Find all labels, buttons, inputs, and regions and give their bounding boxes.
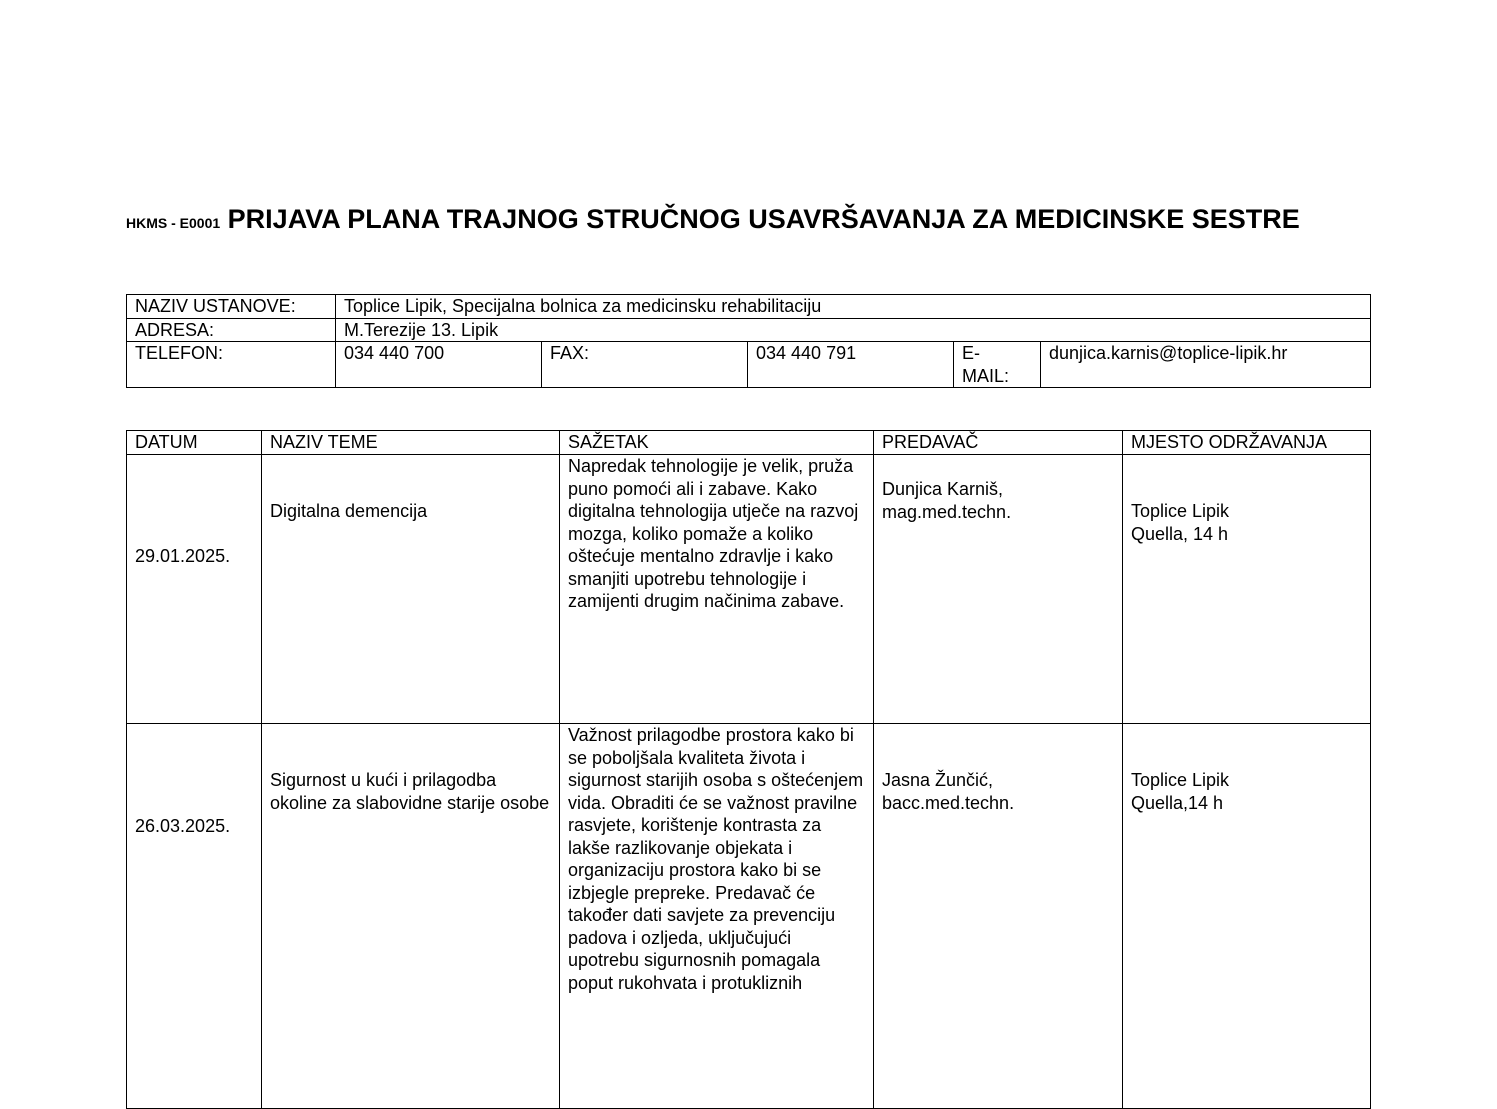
place-line1: Toplice Lipik bbox=[1131, 501, 1230, 521]
summary-text: Napredak tehnologije je velik, pruža puno pomoći ali i zabave. Kako digitalna tehnologija utječe na razvoj mozga, koliko pomaže a koliko oštećuje mentalno zdravlje i kako smanjiti upotrebu tehnologije i zamijenti drugim načinima zabave. bbox=[568, 456, 859, 611]
place-line2: Quella,14 h bbox=[1131, 792, 1224, 813]
topic-text: Sigurnost u kući i prilagodba okoline za slabovidne starije osobe bbox=[270, 770, 550, 813]
date-text: 29.01.2025. bbox=[135, 546, 231, 566]
phone-value: 034 440 700 bbox=[336, 342, 542, 388]
address-label: ADRESA: bbox=[127, 318, 336, 342]
email-label-line2: MAIL: bbox=[962, 365, 1010, 386]
row-topic bbox=[262, 724, 560, 1109]
row-date bbox=[127, 724, 262, 1109]
row-topic bbox=[262, 455, 560, 724]
email-value: dunjica.karnis@toplice-lipik.hr bbox=[1041, 342, 1371, 388]
lecturer-line1: Jasna Žunčić, bbox=[882, 770, 994, 790]
plan-table bbox=[126, 430, 1371, 1109]
table-row bbox=[127, 724, 1371, 1109]
fax-label: FAX: bbox=[542, 342, 748, 388]
header-topic: NAZIV TEME bbox=[262, 431, 560, 455]
summary-text: Važnost prilagodbe prostora kako bi se poboljšala kvaliteta života i sigurnost starijih osoba s oštećenjem vida. Obraditi će se važnost pravilne rasvjete, korištenje kontrasta za lakše razlikovanje objekata i organizaciju prostora kako bi se izbjegle prepreke. Predavač će također dati savjete za prevenciju padova i ozljeda, uključujući upotrebu sigurnosnih pomagala poput rukohvata i protukliznih bbox=[568, 725, 864, 993]
header-summary: SAŽETAK bbox=[560, 431, 874, 455]
header-lecturer: PREDAVAČ bbox=[874, 431, 1123, 455]
email-label bbox=[954, 342, 1041, 388]
row-lecturer bbox=[874, 724, 1123, 1109]
row-summary bbox=[560, 724, 874, 1109]
date-text: 26.03.2025. bbox=[135, 816, 231, 836]
row-summary bbox=[560, 455, 874, 724]
header-date: DATUM bbox=[127, 431, 262, 455]
lecturer-line1: Dunjica Karniš, bbox=[882, 479, 1004, 499]
institution-table bbox=[126, 294, 1371, 388]
document-title bbox=[126, 199, 1316, 243]
plan-header-row bbox=[127, 431, 1371, 455]
topic-text: Digitalna demencija bbox=[270, 501, 428, 521]
phone-label: TELEFON: bbox=[127, 342, 336, 388]
address-value: M.Terezije 13. Lipik bbox=[336, 318, 1371, 342]
lecturer-line2: mag.med.techn. bbox=[882, 501, 1012, 522]
email-label-line1: E- bbox=[962, 343, 980, 363]
header-place: MJESTO ODRŽAVANJA bbox=[1123, 431, 1371, 455]
institution-name-label: NAZIV USTANOVE: bbox=[127, 295, 336, 319]
institution-name-value: Toplice Lipik, Specijalna bolnica za medicinsku rehabilitaciju bbox=[336, 295, 1371, 319]
row-place bbox=[1123, 724, 1371, 1109]
form-title: PRIJAVA PLANA TRAJNOG STRUČNOG USAVRŠAVANJA ZA MEDICINSKE SESTRE bbox=[227, 204, 1300, 234]
row-place bbox=[1123, 455, 1371, 724]
place-line1: Toplice Lipik bbox=[1131, 770, 1230, 790]
row-lecturer bbox=[874, 455, 1123, 724]
table-row bbox=[127, 455, 1371, 724]
form-code: HKMS - E0001 bbox=[126, 215, 221, 231]
fax-value: 034 440 791 bbox=[748, 342, 954, 388]
place-line2: Quella, 14 h bbox=[1131, 523, 1229, 544]
lecturer-line2: bacc.med.techn. bbox=[882, 792, 1015, 813]
row-date bbox=[127, 455, 262, 724]
